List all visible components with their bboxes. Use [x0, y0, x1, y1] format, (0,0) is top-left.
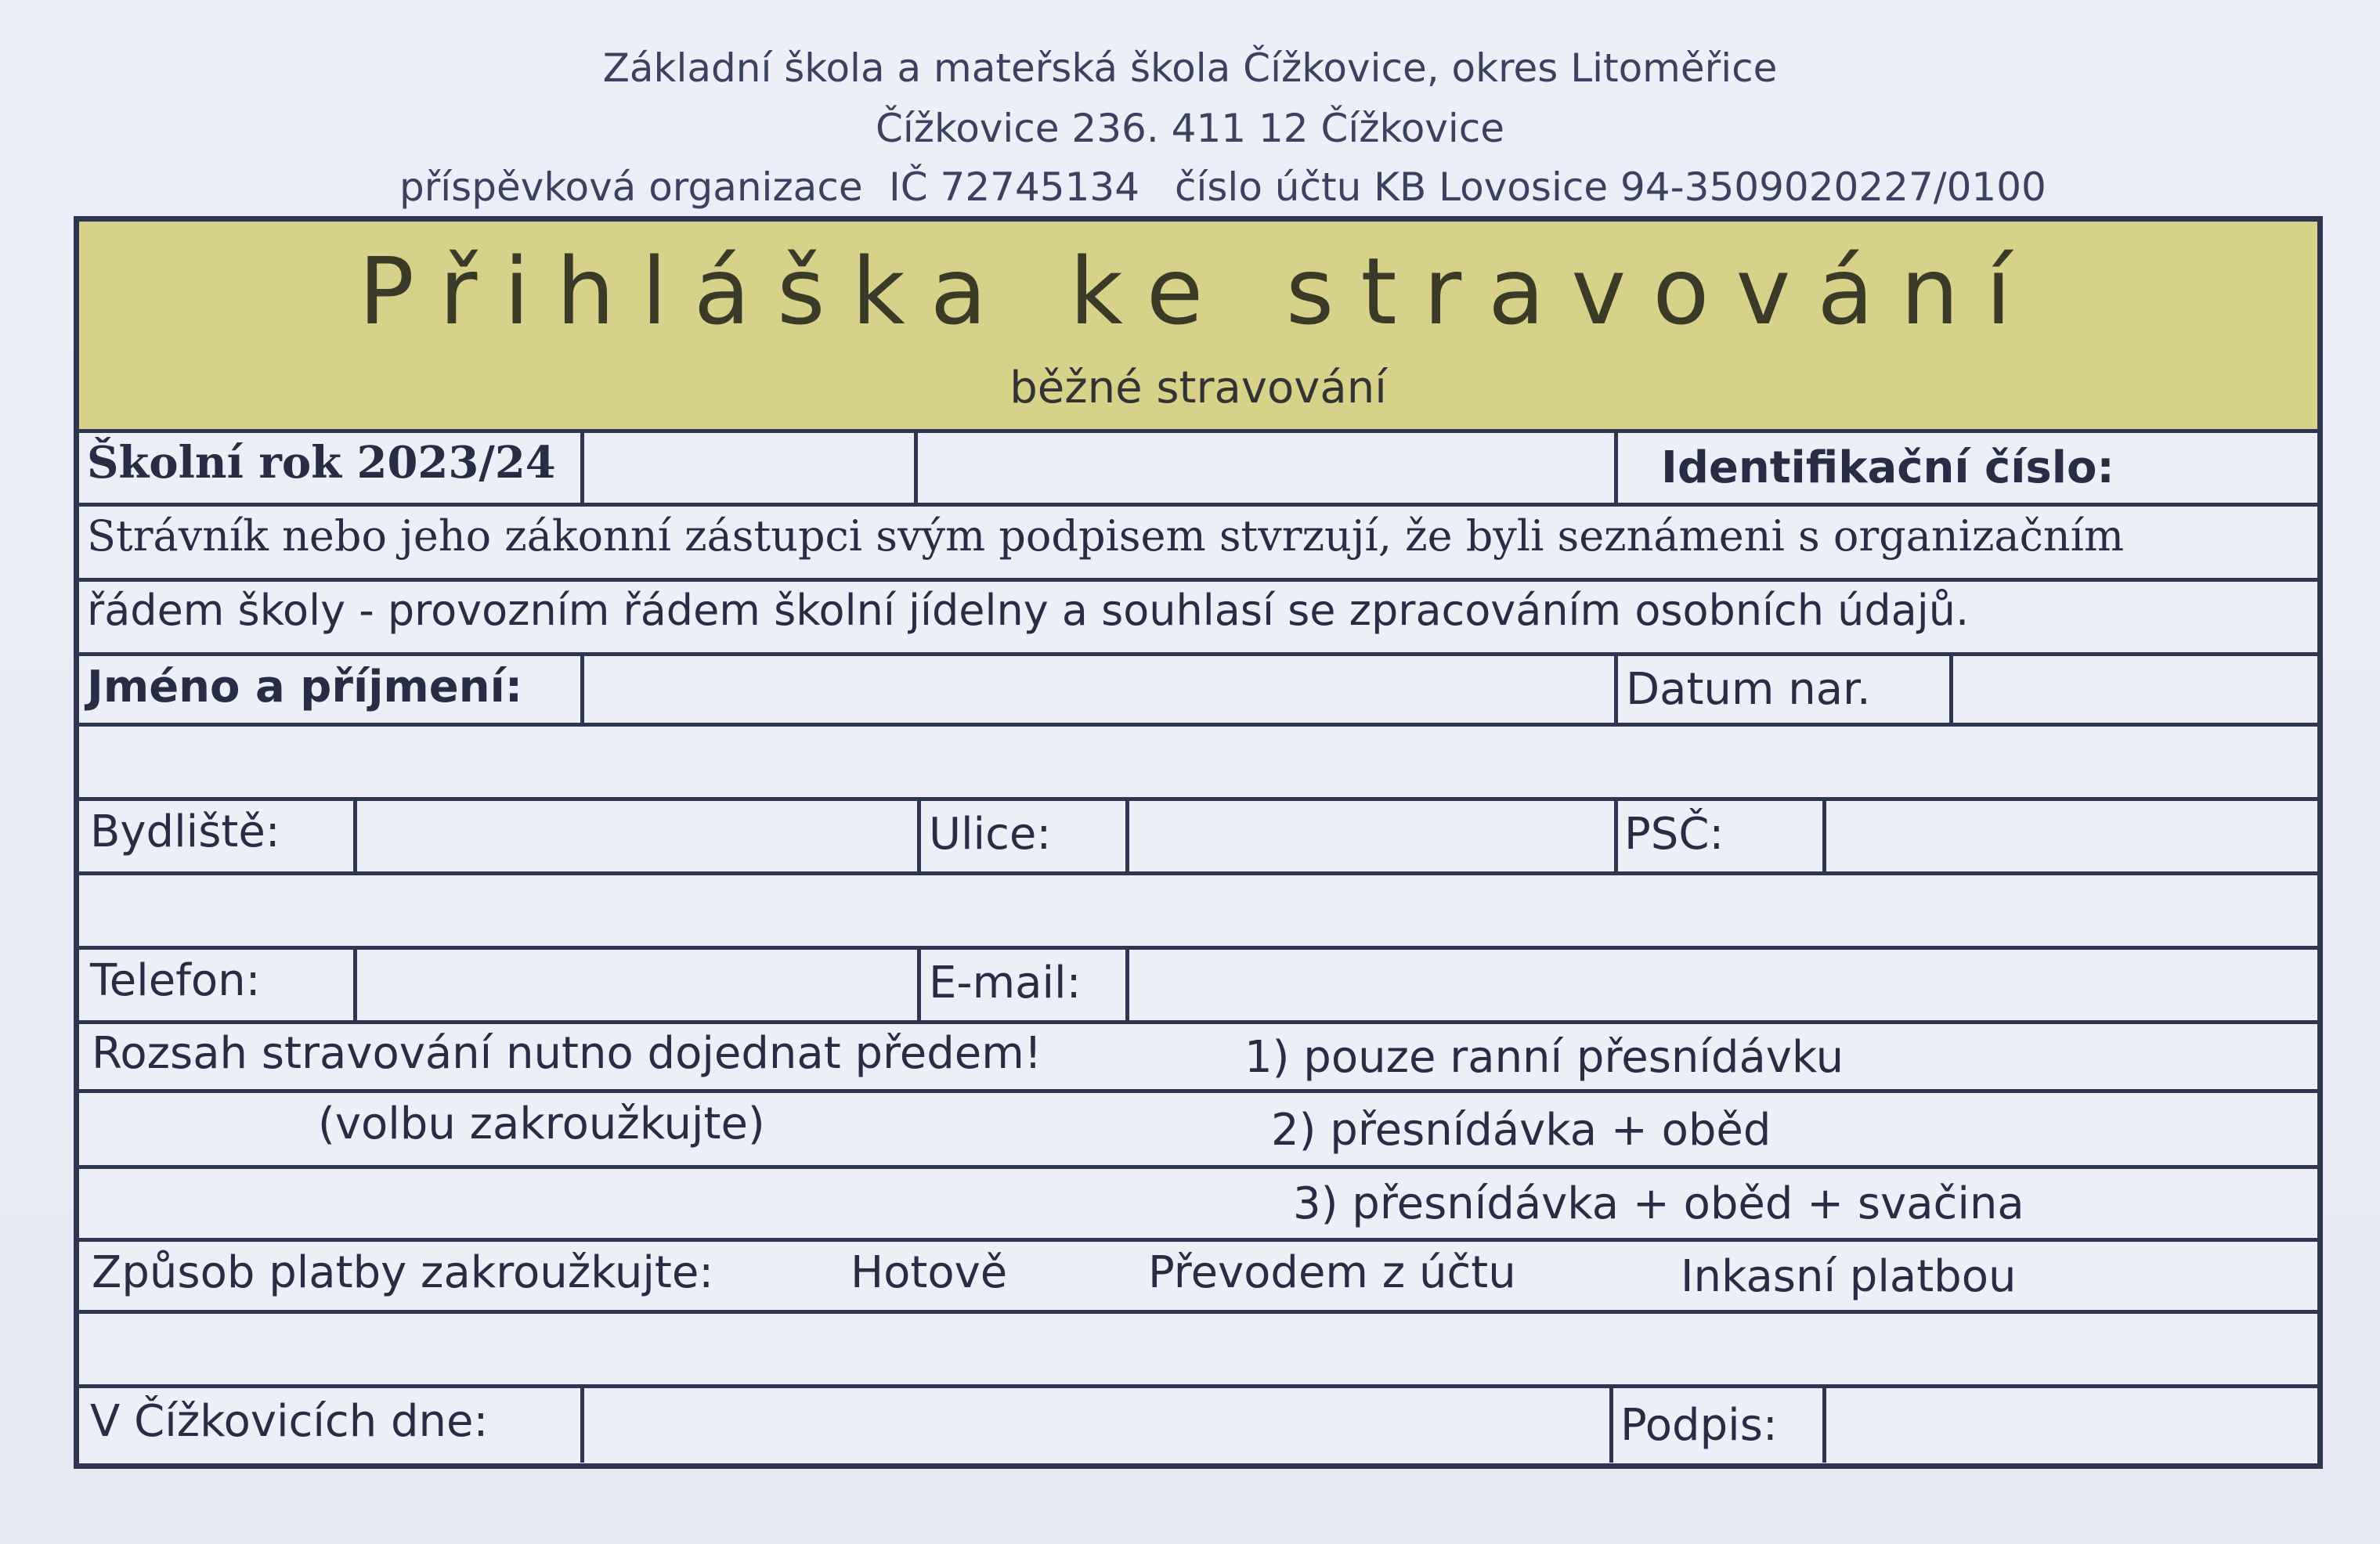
- place-date-label: V Čížkovicích dne:: [90, 1396, 489, 1447]
- dob-label: Datum nar.: [1626, 664, 1871, 715]
- cell-divider: [917, 797, 921, 871]
- cell-divider: [580, 652, 584, 723]
- meal-option-3[interactable]: 3) přesnídávka + oběd + svačina: [1293, 1178, 2024, 1229]
- row-divider: [79, 1020, 2317, 1024]
- name-label: Jméno a příjmení:: [87, 662, 523, 712]
- company-id: IČ 72745134: [889, 164, 1140, 210]
- email-label: E-mail:: [929, 958, 1082, 1008]
- meal-scope-note: Rozsah stravování nutno dojednat předem!: [92, 1028, 1042, 1079]
- cell-divider: [1614, 652, 1618, 723]
- cell-divider: [1822, 797, 1826, 871]
- phone-label: Telefon:: [90, 955, 261, 1006]
- meal-scope-hint: (volbu zakroužkujte): [318, 1098, 765, 1149]
- street-label: Ulice:: [929, 809, 1052, 860]
- payment-option-cash[interactable]: Hotově: [851, 1247, 1008, 1298]
- row-divider: [79, 797, 2317, 801]
- row-divider: [79, 723, 2317, 727]
- row-divider: [79, 871, 2317, 875]
- row-divider: [79, 1165, 2317, 1169]
- cell-divider: [1609, 1384, 1613, 1463]
- signature-label: Podpis:: [1620, 1400, 1778, 1451]
- payment-option-transfer[interactable]: Převodem z účtu: [1148, 1247, 1516, 1298]
- cell-divider: [917, 946, 921, 1020]
- row-divider: [79, 503, 2317, 507]
- row-divider: [79, 429, 2317, 433]
- row-divider: [79, 578, 2317, 582]
- payment-option-direct-debit[interactable]: Inkasní platbou: [1681, 1251, 2017, 1302]
- row-divider: [79, 1310, 2317, 1314]
- title-band: [79, 222, 2317, 429]
- row-divider: [79, 1384, 2317, 1388]
- school-address: Čížkovice 236. 411 12 Čížkovice: [875, 106, 1505, 151]
- org-type: příspěvková organizace: [399, 164, 863, 210]
- row-divider: [79, 946, 2317, 950]
- cell-divider: [1614, 429, 1618, 503]
- consent-text-line1: Strávník nebo jeho zákonní zástupci svým podpisem stvrzují, že byli seznámeni s organizačním: [87, 511, 2125, 561]
- row-divider: [79, 1238, 2317, 1242]
- id-number-label: Identifikační číslo:: [1661, 442, 2115, 493]
- application-form: [74, 216, 2323, 1469]
- bank-account: číslo účtu KB Lovosice 94-3509020227/0100: [1175, 164, 2046, 210]
- meal-option-2[interactable]: 2) přesnídávka + oběd: [1271, 1105, 1771, 1156]
- cell-divider: [580, 429, 584, 503]
- school-year-label: Školní rok 2023/24: [87, 437, 556, 489]
- cell-divider: [353, 797, 357, 871]
- form-subtitle: běžné stravování: [1009, 363, 1387, 413]
- row-divider: [79, 652, 2317, 656]
- school-name: Základní škola a mateřská škola Čížkovice, okres Litoměřice: [602, 45, 1778, 91]
- cell-divider: [1125, 797, 1129, 871]
- row-divider: [79, 1089, 2317, 1093]
- zip-label: PSČ:: [1624, 809, 1725, 860]
- cell-divider: [1614, 797, 1618, 871]
- cell-divider: [1125, 946, 1129, 1020]
- cell-divider: [580, 1384, 584, 1463]
- cell-divider: [914, 429, 918, 503]
- residence-label: Bydliště:: [90, 806, 280, 857]
- cell-divider: [1822, 1384, 1826, 1463]
- consent-text-line2: řádem školy - provozním řádem školní jídelny a souhlasí se zpracováním osobních údajů.: [87, 586, 1970, 635]
- form-title: Přihláška ke stravování: [358, 237, 2039, 345]
- cell-divider: [1949, 652, 1953, 723]
- cell-divider: [353, 946, 357, 1020]
- payment-label: Způsob platby zakroužkujte:: [92, 1247, 714, 1298]
- meal-option-1[interactable]: 1) pouze ranní přesnídávku: [1244, 1032, 1844, 1083]
